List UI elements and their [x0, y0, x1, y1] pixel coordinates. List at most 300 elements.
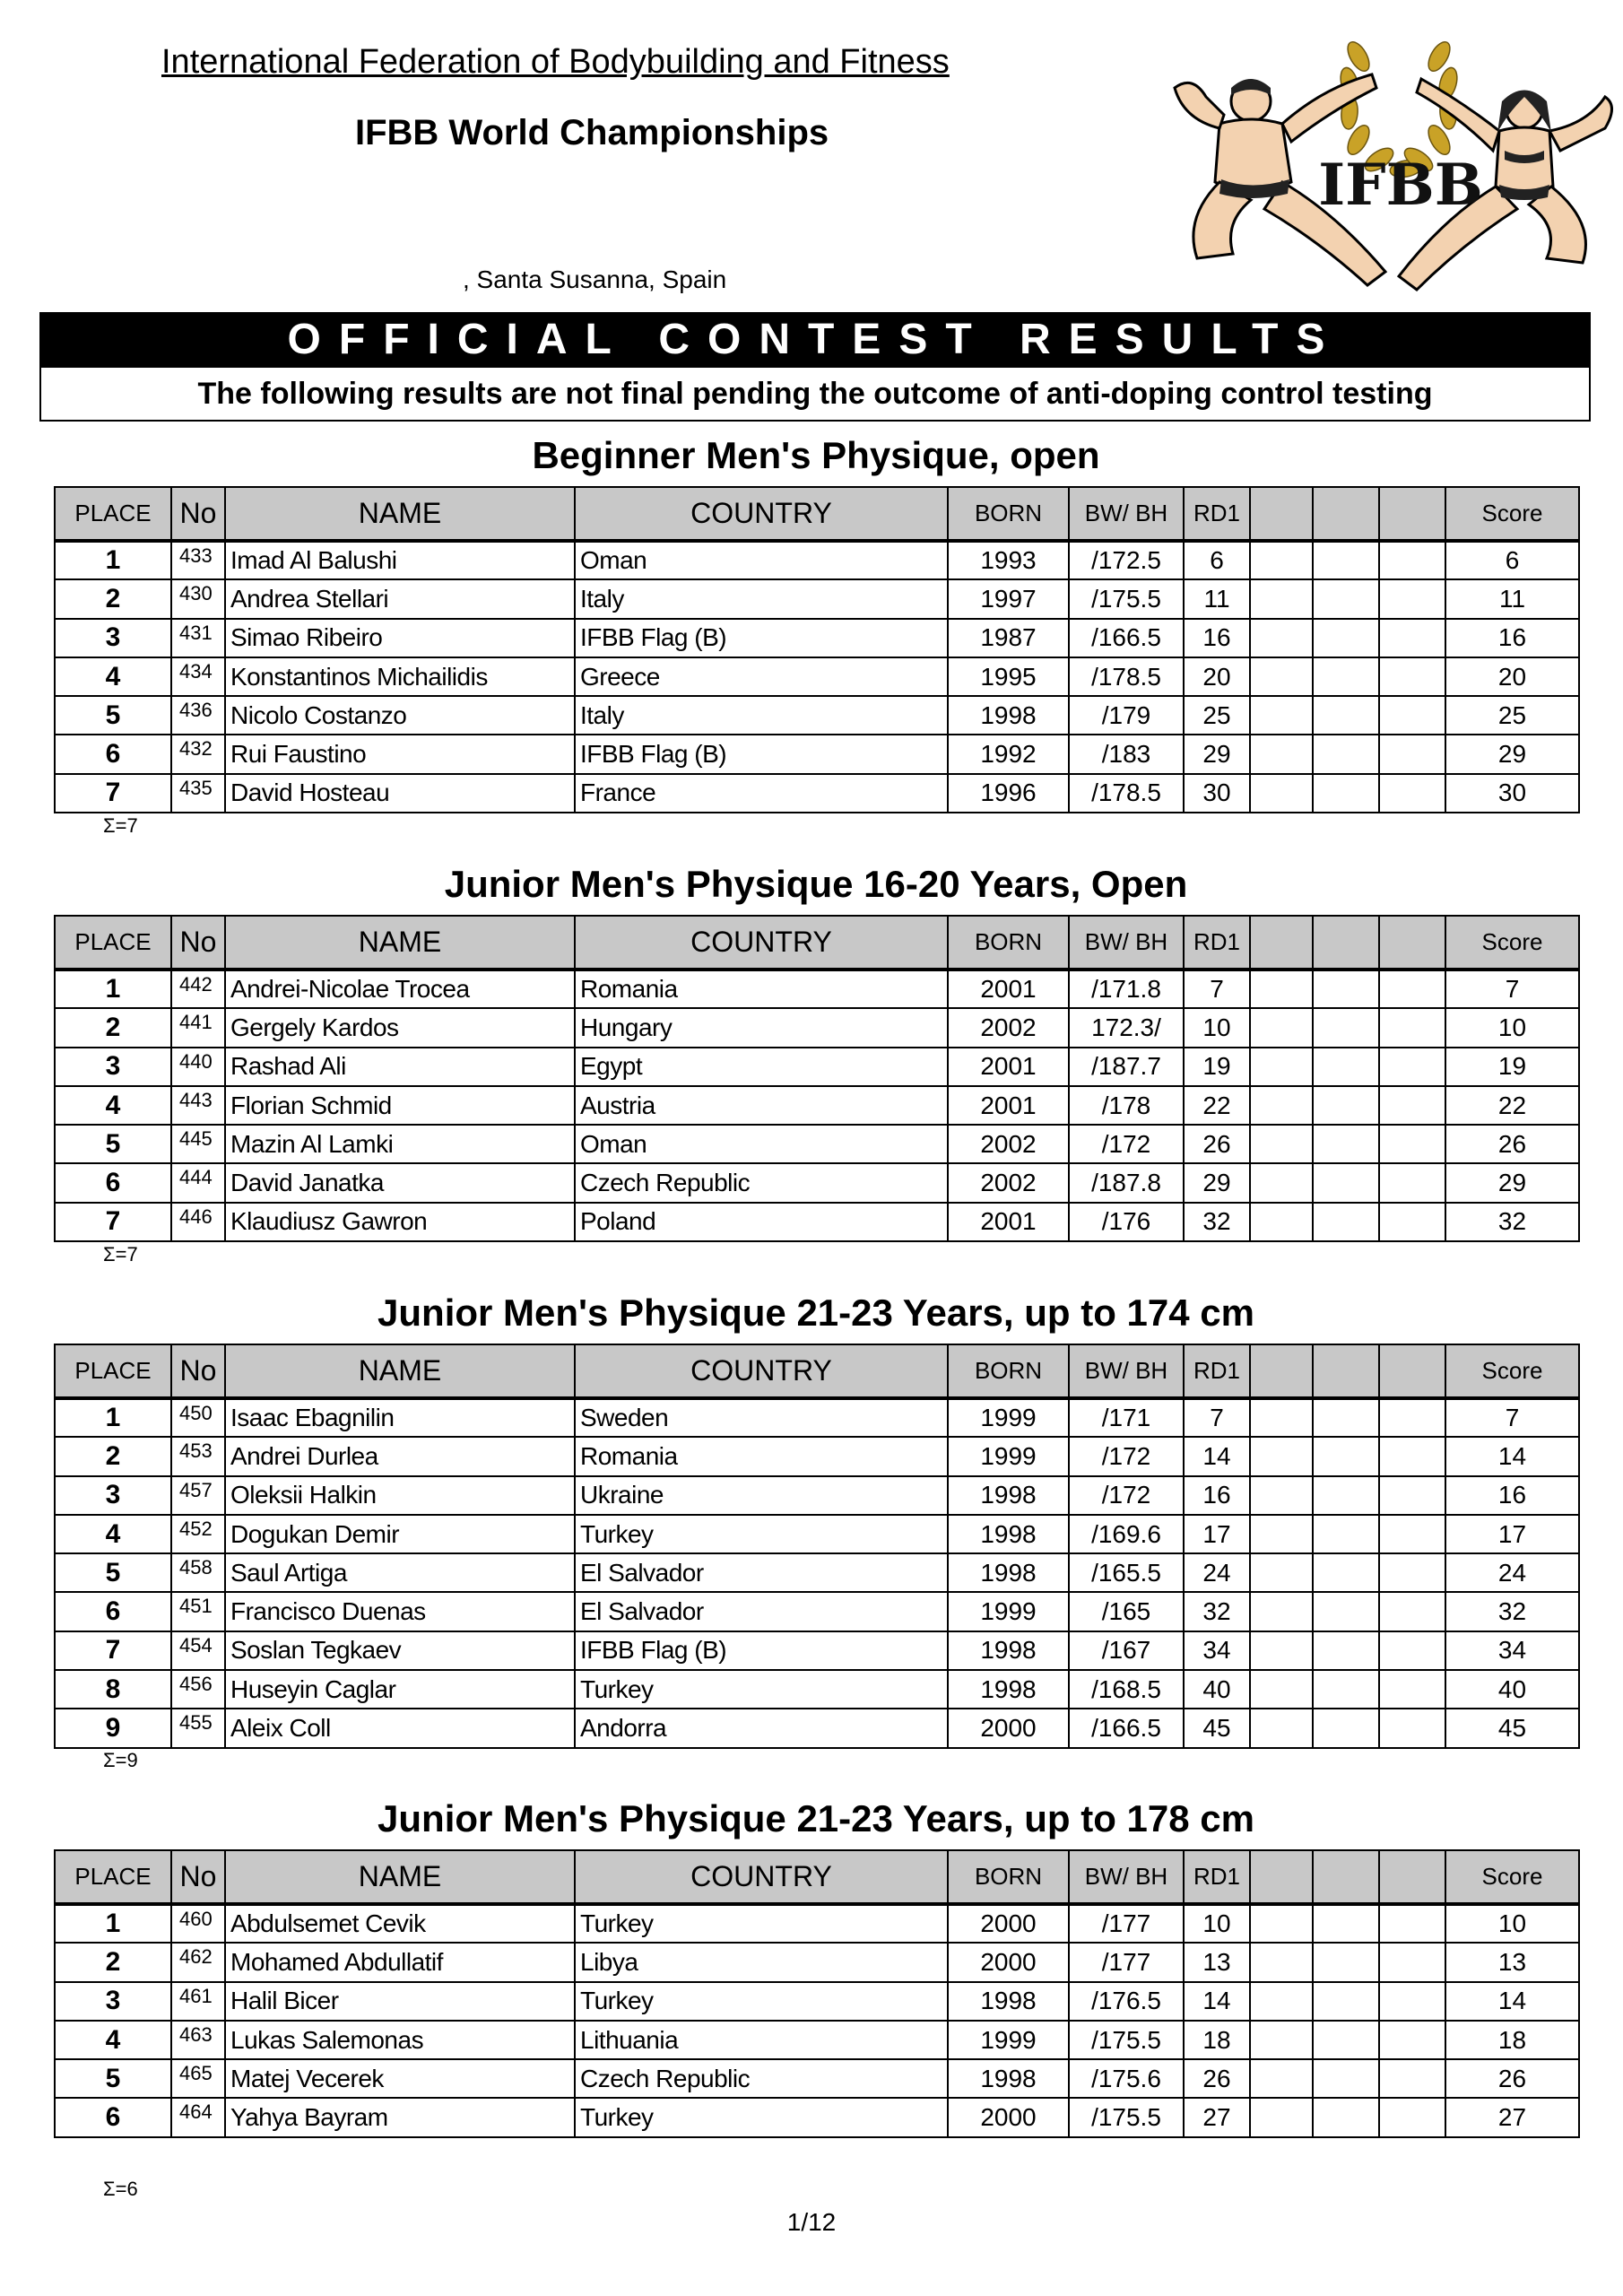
- athlete-name: Saul Artiga: [225, 1553, 575, 1592]
- empty-cell: [1379, 970, 1445, 1008]
- total-score: 6: [1445, 541, 1579, 579]
- empty-cell: [1313, 1631, 1379, 1670]
- header-blank: [1379, 916, 1445, 970]
- athlete-country: IFBB Flag (B): [575, 619, 948, 657]
- table-row: [55, 1553, 1579, 1592]
- logo-text: IFBB: [1318, 152, 1483, 219]
- athlete-name: Yahya Bayram: [225, 2098, 575, 2136]
- empty-cell: [1313, 1709, 1379, 1747]
- empty-cell: [1313, 1592, 1379, 1631]
- athlete-country: Egypt: [575, 1048, 948, 1086]
- table-row: [55, 2098, 1579, 2136]
- header-blank: [1250, 487, 1313, 541]
- header-blank: [1379, 1850, 1445, 1904]
- empty-cell: [1313, 696, 1379, 735]
- empty-cell: [1379, 735, 1445, 773]
- athlete-name: Simao Ribeiro: [225, 619, 575, 657]
- empty-cell: [1379, 2059, 1445, 2098]
- number-cell: 441: [171, 1008, 225, 1047]
- empty-cell: [1250, 1670, 1313, 1709]
- athlete-country: Oman: [575, 1125, 948, 1163]
- athlete-country: Romania: [575, 1437, 948, 1475]
- body-weight-height: /166.5: [1069, 619, 1184, 657]
- header-blank: [1250, 1344, 1313, 1398]
- empty-cell: [1313, 1982, 1379, 2021]
- empty-cell: [1379, 1592, 1445, 1631]
- athlete-name: Nicolo Costanzo: [225, 696, 575, 735]
- empty-cell: [1379, 1943, 1445, 1981]
- header-country: COUNTRY: [575, 1344, 948, 1398]
- table-row: [55, 2059, 1579, 2098]
- empty-cell: [1379, 1163, 1445, 1202]
- number-cell: 454: [171, 1631, 225, 1670]
- empty-cell: [1250, 541, 1313, 579]
- number-cell: 440: [171, 1048, 225, 1086]
- table-row: [55, 657, 1579, 696]
- place-cell: 8: [55, 1670, 171, 1709]
- number-cell: 456: [171, 1670, 225, 1709]
- empty-cell: [1250, 1086, 1313, 1125]
- table-row: [55, 619, 1579, 657]
- number-cell: 430: [171, 579, 225, 618]
- table-row: [55, 1086, 1579, 1125]
- total-score: 14: [1445, 1982, 1579, 2021]
- empty-cell: [1313, 774, 1379, 813]
- body-weight-height: /166.5: [1069, 1709, 1184, 1747]
- header-born: BORN: [948, 1850, 1069, 1904]
- empty-cell: [1379, 1709, 1445, 1747]
- birth-year: 1993: [948, 541, 1069, 579]
- birth-year: 2000: [948, 1943, 1069, 1981]
- body-weight-height: /172: [1069, 1125, 1184, 1163]
- round1-score: 20: [1184, 657, 1250, 696]
- empty-cell: [1250, 579, 1313, 618]
- empty-cell: [1379, 1631, 1445, 1670]
- birth-year: 1995: [948, 657, 1069, 696]
- athlete-name: Abdulsemet Cevik: [225, 1904, 575, 1943]
- athlete-country: Andorra: [575, 1709, 948, 1747]
- total-score: 18: [1445, 2021, 1579, 2059]
- birth-year: 2001: [948, 1048, 1069, 1086]
- place-cell: 3: [55, 1476, 171, 1515]
- athlete-name: Rui Faustino: [225, 735, 575, 773]
- place-cell: 5: [55, 1125, 171, 1163]
- place-cell: 1: [55, 541, 171, 579]
- birth-year: 1998: [948, 1476, 1069, 1515]
- header-country: COUNTRY: [575, 487, 948, 541]
- empty-cell: [1313, 1437, 1379, 1475]
- number-cell: 463: [171, 2021, 225, 2059]
- empty-cell: [1313, 1163, 1379, 1202]
- header-name: NAME: [225, 487, 575, 541]
- empty-cell: [1250, 1437, 1313, 1475]
- number-cell: 453: [171, 1437, 225, 1475]
- place-cell: 4: [55, 2021, 171, 2059]
- birth-year: 1999: [948, 1437, 1069, 1475]
- athlete-name: Andrei Durlea: [225, 1437, 575, 1475]
- total-score: 25: [1445, 696, 1579, 735]
- place-cell: 6: [55, 2098, 171, 2136]
- empty-cell: [1250, 2059, 1313, 2098]
- body-weight-height: /176: [1069, 1203, 1184, 1241]
- results-table: [54, 1849, 1580, 2138]
- birth-year: 1998: [948, 1515, 1069, 1553]
- header-rd1: RD1: [1184, 1850, 1250, 1904]
- empty-cell: [1250, 1904, 1313, 1943]
- empty-cell: [1379, 1476, 1445, 1515]
- header-born: BORN: [948, 916, 1069, 970]
- results-table: [54, 1344, 1580, 1749]
- number-cell: 443: [171, 1086, 225, 1125]
- athlete-country: El Salvador: [575, 1592, 948, 1631]
- header-rd1: RD1: [1184, 1344, 1250, 1398]
- page-number: 1/12: [786, 2208, 837, 2236]
- total-score: 29: [1445, 735, 1579, 773]
- place-cell: 5: [55, 1553, 171, 1592]
- number-cell: 461: [171, 1982, 225, 2021]
- header-score: Score: [1445, 487, 1579, 541]
- empty-cell: [1313, 1048, 1379, 1086]
- athlete-country: Czech Republic: [575, 2059, 948, 2098]
- total-score: 26: [1445, 2059, 1579, 2098]
- place-cell: 7: [55, 1203, 171, 1241]
- empty-cell: [1313, 2021, 1379, 2059]
- athlete-name: Halil Bicer: [225, 1982, 575, 2021]
- number-cell: 451: [171, 1592, 225, 1631]
- athlete-country: Turkey: [575, 1982, 948, 2021]
- round1-score: 24: [1184, 1553, 1250, 1592]
- total-score: 32: [1445, 1592, 1579, 1631]
- body-weight-height: /178: [1069, 1086, 1184, 1125]
- empty-cell: [1313, 1553, 1379, 1592]
- empty-cell: [1379, 1982, 1445, 2021]
- empty-cell: [1313, 970, 1379, 1008]
- empty-cell: [1379, 2021, 1445, 2059]
- body-weight-height: /177: [1069, 1943, 1184, 1981]
- ifbb-logo: [1166, 25, 1623, 312]
- table-row: [55, 1203, 1579, 1241]
- table-row: [55, 1904, 1579, 1943]
- number-cell: 460: [171, 1904, 225, 1943]
- table-row: [55, 1515, 1579, 1553]
- header-name: NAME: [225, 916, 575, 970]
- body-weight-height: /183: [1069, 735, 1184, 773]
- empty-cell: [1379, 1904, 1445, 1943]
- results-section: [54, 434, 1578, 900]
- total-score: 20: [1445, 657, 1579, 696]
- total-score: 29: [1445, 1163, 1579, 1202]
- table-row: [55, 970, 1579, 1008]
- empty-cell: [1313, 1398, 1379, 1437]
- table-header-row: [55, 1850, 1579, 1904]
- table-row: [55, 1982, 1579, 2021]
- athlete-country: Italy: [575, 579, 948, 618]
- birth-year: 2002: [948, 1008, 1069, 1047]
- total-score: 13: [1445, 1943, 1579, 1981]
- round1-score: 22: [1184, 1086, 1250, 1125]
- place-cell: 3: [55, 1982, 171, 2021]
- empty-cell: [1313, 1203, 1379, 1241]
- athlete-name: Matej Vecerek: [225, 2059, 575, 2098]
- athlete-country: Lithuania: [575, 2021, 948, 2059]
- empty-cell: [1313, 1515, 1379, 1553]
- athlete-name: David Hosteau: [225, 774, 575, 813]
- official-results-banner: OFFICIAL CONTEST RESULTS: [39, 312, 1591, 368]
- header-born: BORN: [948, 487, 1069, 541]
- empty-cell: [1250, 1709, 1313, 1747]
- athlete-name: Rashad Ali: [225, 1048, 575, 1086]
- number-cell: 462: [171, 1943, 225, 1981]
- athlete-name: Soslan Tegkaev: [225, 1631, 575, 1670]
- round1-score: 13: [1184, 1943, 1250, 1981]
- round1-score: 30: [1184, 774, 1250, 813]
- athlete-name: Imad Al Balushi: [225, 541, 575, 579]
- empty-cell: [1250, 1163, 1313, 1202]
- table-row: [55, 541, 1579, 579]
- place-cell: 1: [55, 970, 171, 1008]
- birth-year: 1996: [948, 774, 1069, 813]
- category-title: Junior Men's Physique 21-23 Years, up to 178 cm: [378, 1797, 1254, 1839]
- empty-cell: [1379, 1125, 1445, 1163]
- number-cell: 464: [171, 2098, 225, 2136]
- empty-cell: [1313, 1125, 1379, 1163]
- round1-score: 10: [1184, 1904, 1250, 1943]
- place-cell: 3: [55, 1048, 171, 1086]
- header-blank: [1313, 1344, 1379, 1398]
- body-weight-height: /171: [1069, 1398, 1184, 1437]
- empty-cell: [1313, 1904, 1379, 1943]
- body-weight-height: 172.3/: [1069, 1008, 1184, 1047]
- empty-cell: [1313, 1670, 1379, 1709]
- category-title: Beginner Men's Physique, open: [532, 434, 1100, 476]
- total-score: 27: [1445, 2098, 1579, 2136]
- empty-cell: [1250, 619, 1313, 657]
- header-name: NAME: [225, 1850, 575, 1904]
- body-weight-height: /167: [1069, 1631, 1184, 1670]
- empty-cell: [1250, 696, 1313, 735]
- birth-year: 2001: [948, 970, 1069, 1008]
- round1-score: 16: [1184, 1476, 1250, 1515]
- empty-cell: [1379, 1398, 1445, 1437]
- results-section: [54, 1292, 1578, 1771]
- round1-score: 10: [1184, 1008, 1250, 1047]
- place-cell: 4: [55, 1086, 171, 1125]
- place-cell: 1: [55, 1904, 171, 1943]
- empty-cell: [1250, 657, 1313, 696]
- empty-cell: [1313, 657, 1379, 696]
- results-table: [54, 486, 1580, 813]
- athlete-name: Andrei-Nicolae Trocea: [225, 970, 575, 1008]
- body-weight-height: /172.5: [1069, 541, 1184, 579]
- round1-score: 25: [1184, 696, 1250, 735]
- empty-cell: [1250, 1476, 1313, 1515]
- athlete-name: Konstantinos Michailidis: [225, 657, 575, 696]
- athlete-name: Aleix Coll: [225, 1709, 575, 1747]
- empty-cell: [1250, 1943, 1313, 1981]
- empty-cell: [1250, 1398, 1313, 1437]
- number-cell: 442: [171, 970, 225, 1008]
- place-cell: 1: [55, 1398, 171, 1437]
- place-cell: 5: [55, 696, 171, 735]
- header-rd1: RD1: [1184, 916, 1250, 970]
- empty-cell: [1250, 735, 1313, 773]
- total-score: 10: [1445, 1008, 1579, 1047]
- header-blank: [1313, 1850, 1379, 1904]
- number-cell: 444: [171, 1163, 225, 1202]
- athlete-country: Libya: [575, 1943, 948, 1981]
- header-no: No: [171, 487, 225, 541]
- competitor-count: Σ=6: [103, 2178, 138, 2200]
- empty-cell: [1250, 1515, 1313, 1553]
- place-cell: 7: [55, 774, 171, 813]
- round1-score: 32: [1184, 1592, 1250, 1631]
- table-header-row: [55, 916, 1579, 970]
- event-location: , Santa Susanna, Spain: [463, 265, 727, 293]
- header-country: COUNTRY: [575, 1850, 948, 1904]
- table-row: [55, 1398, 1579, 1437]
- header-country: COUNTRY: [575, 916, 948, 970]
- header-blank: [1313, 916, 1379, 970]
- athlete-name: Dogukan Demir: [225, 1515, 575, 1553]
- competitor-count: Σ=7: [103, 1243, 138, 1265]
- table-row: [55, 1125, 1579, 1163]
- birth-year: 1999: [948, 1398, 1069, 1437]
- header-blank: [1250, 1850, 1313, 1904]
- table-row: [55, 1592, 1579, 1631]
- body-weight-height: /172: [1069, 1437, 1184, 1475]
- round1-score: 6: [1184, 541, 1250, 579]
- empty-cell: [1379, 774, 1445, 813]
- empty-cell: [1379, 579, 1445, 618]
- body-weight-height: /169.6: [1069, 1515, 1184, 1553]
- number-cell: 434: [171, 657, 225, 696]
- round1-score: 34: [1184, 1631, 1250, 1670]
- header-blank: [1379, 1344, 1445, 1398]
- empty-cell: [1379, 1086, 1445, 1125]
- empty-cell: [1313, 735, 1379, 773]
- empty-cell: [1250, 970, 1313, 1008]
- athlete-country: Greece: [575, 657, 948, 696]
- total-score: 10: [1445, 1904, 1579, 1943]
- empty-cell: [1379, 1515, 1445, 1553]
- empty-cell: [1313, 2098, 1379, 2136]
- header-score: Score: [1445, 916, 1579, 970]
- empty-cell: [1379, 1670, 1445, 1709]
- athlete-country: Oman: [575, 541, 948, 579]
- total-score: 32: [1445, 1203, 1579, 1241]
- empty-cell: [1379, 1203, 1445, 1241]
- total-score: 26: [1445, 1125, 1579, 1163]
- header-score: Score: [1445, 1850, 1579, 1904]
- table-row: [55, 1709, 1579, 1747]
- place-cell: 5: [55, 2059, 171, 2098]
- category-title: Junior Men's Physique 16-20 Years, Open: [444, 863, 1188, 905]
- birth-year: 1998: [948, 2059, 1069, 2098]
- total-score: 16: [1445, 619, 1579, 657]
- birth-year: 2001: [948, 1203, 1069, 1241]
- total-score: 17: [1445, 1515, 1579, 1553]
- header-bw-bh: BW/ BH: [1069, 916, 1184, 970]
- number-cell: 452: [171, 1515, 225, 1553]
- table-row: [55, 696, 1579, 735]
- body-weight-height: /171.8: [1069, 970, 1184, 1008]
- body-weight-height: /165.5: [1069, 1553, 1184, 1592]
- place-cell: 3: [55, 619, 171, 657]
- place-cell: 2: [55, 1008, 171, 1047]
- total-score: 30: [1445, 774, 1579, 813]
- total-score: 24: [1445, 1553, 1579, 1592]
- athlete-name: Florian Schmid: [225, 1086, 575, 1125]
- birth-year: 1987: [948, 619, 1069, 657]
- place-cell: 4: [55, 1515, 171, 1553]
- header-no: No: [171, 1850, 225, 1904]
- header-blank: [1379, 487, 1445, 541]
- empty-cell: [1379, 1437, 1445, 1475]
- empty-cell: [1250, 774, 1313, 813]
- total-score: 14: [1445, 1437, 1579, 1475]
- table-row: [55, 735, 1579, 773]
- event-title: IFBB World Championships: [355, 113, 829, 152]
- place-cell: 2: [55, 1437, 171, 1475]
- header-bw-bh: BW/ BH: [1069, 1344, 1184, 1398]
- empty-cell: [1313, 541, 1379, 579]
- empty-cell: [1250, 2098, 1313, 2136]
- birth-year: 1998: [948, 1670, 1069, 1709]
- total-score: 7: [1445, 970, 1579, 1008]
- number-cell: 455: [171, 1709, 225, 1747]
- number-cell: 435: [171, 774, 225, 813]
- empty-cell: [1379, 657, 1445, 696]
- header-place: PLACE: [55, 916, 171, 970]
- round1-score: 17: [1184, 1515, 1250, 1553]
- body-weight-height: /172: [1069, 1476, 1184, 1515]
- body-weight-height: /177: [1069, 1904, 1184, 1943]
- empty-cell: [1250, 1631, 1313, 1670]
- birth-year: 1997: [948, 579, 1069, 618]
- empty-cell: [1379, 541, 1445, 579]
- place-cell: 6: [55, 735, 171, 773]
- birth-year: 2002: [948, 1163, 1069, 1202]
- birth-year: 1992: [948, 735, 1069, 773]
- birth-year: 1999: [948, 2021, 1069, 2059]
- round1-score: 45: [1184, 1709, 1250, 1747]
- header-bw-bh: BW/ BH: [1069, 487, 1184, 541]
- empty-cell: [1250, 1982, 1313, 2021]
- header-bw-bh: BW/ BH: [1069, 1850, 1184, 1904]
- total-score: 45: [1445, 1709, 1579, 1747]
- number-cell: 433: [171, 541, 225, 579]
- athlete-name: Lukas Salemonas: [225, 2021, 575, 2059]
- table-row: [55, 774, 1579, 813]
- empty-cell: [1250, 1592, 1313, 1631]
- round1-score: 14: [1184, 1982, 1250, 2021]
- place-cell: 2: [55, 1943, 171, 1981]
- athlete-country: France: [575, 774, 948, 813]
- empty-cell: [1313, 1008, 1379, 1047]
- athlete-country: Turkey: [575, 1904, 948, 1943]
- header-rd1: RD1: [1184, 487, 1250, 541]
- number-cell: 446: [171, 1203, 225, 1241]
- table-row: [55, 1670, 1579, 1709]
- empty-cell: [1250, 1553, 1313, 1592]
- header-place: PLACE: [55, 1344, 171, 1398]
- category-title: Junior Men's Physique 21-23 Years, up to 174 cm: [378, 1292, 1254, 1334]
- place-cell: 9: [55, 1709, 171, 1747]
- header-blank: [1313, 487, 1379, 541]
- athlete-name: David Janatka: [225, 1163, 575, 1202]
- birth-year: 2002: [948, 1125, 1069, 1163]
- competitor-count: Σ=7: [103, 814, 138, 837]
